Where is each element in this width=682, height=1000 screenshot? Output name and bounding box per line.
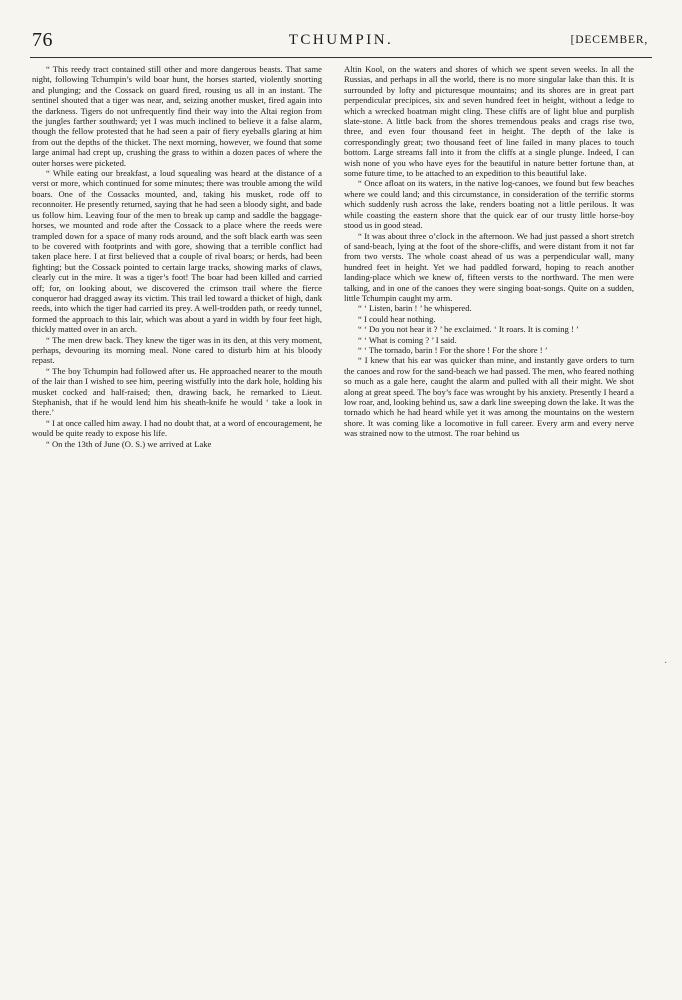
paragraph: “ Once afloat on its waters, in the native log-canoes, we found but few beaches where we could land; and this circumstance, in consideration of the terrific storms which suddenly rush across the lake, renders boating not a little perilous. It was while coasting the eastern shore that the quick ear of our trusty little horse-boy stood us in good stead. (344, 178, 634, 231)
paragraph: “ ‘ What is coming ? ’ I said. (358, 334, 457, 345)
paragraph: “ ‘ The tornado, barin ! For the shore ! For the shore ! ’ (358, 344, 548, 355)
paragraph: “ I could hear nothing. (358, 313, 436, 324)
paragraph-continued: Altin Kool, on the waters and shores of which we spent seven weeks. In all the Russias, and perhaps in all the world, there is no more singular lake than this. It is surrounded by lofty and picturesque mountains; and its shores are in great part perpendicular precipices, six and seven hundred feet in height, without a ledge to which a wrecked boatman might cling. These cliffs are of light blue and purplish slate-stone. A little back from the shores tremendous peaks and crags rise two, three, and even four thousand feet in height. The depth of the lake is correspondingly great; two thousand feet of line failed in many places to touch bottom. Large streams fall into it from the cliffs at a single plunge. Indeed, I can wish none of you who have eyes for the beautiful in nature better fortune than, at some future time, to be attached to an expedition to this beautiful lake. (344, 64, 634, 179)
margin-mark: · (664, 658, 668, 669)
paragraph: “ I at once called him away. I had no doubt that, at a word of encouragement, he would be quite ready to expose his life. (32, 417, 322, 439)
page-header (0, 0, 682, 60)
left-column (32, 64, 322, 994)
right-column (344, 64, 634, 994)
running-title: TCHUMPIN. (288, 32, 394, 48)
header-month: [DECEMBER, (570, 34, 648, 46)
paragraph: “ I knew that his ear was quicker than mine, and instantly gave orders to turn the canoes and row for the sand-beach we had passed. The men, who feared nothing so much as a gale here, caught the alarm and pulled with all their might. We shot along at great speed. The boy’s face was wrought by his anxiety. Presently I heard a low roar, and, looking behind us, saw a dark line sweeping down the lake. It was the tornado which he had heard while yet it was among the mountains on the western shore. It was coming like a locomotive in full career. Every arm and every nerve was strained now to the utmost. The roar behind us (344, 355, 634, 439)
paragraph: “ The boy Tchumpin had followed after us. He approached nearer to the mouth of the lair than I wished to see him, peering wistfully into the dark hole, holding his musket cocked and half-raised; then, drawing back, he remarked to Lieut. Stephanish, that if he would lend him his sheath-knife he would ‘ take a look in there.’ (32, 365, 322, 418)
paragraph: “ While eating our breakfast, a loud squealing was heard at the distance of a verst or more, which continued for some minutes; there was trouble among the wild boars. One of the Cossacks mounted, and, taking his musket, rode off to reconnoiter. He presently returned, saying that he had seen a bloody sight, and bade us follow him. Leaving four of the men to break up camp and saddle the baggage-horses, we mounted and rode after the Cossack to a place where the reeds were trampled down for a space of many rods around, and the soft black earth was seen to be covered with footprints and with gore, showing that a terrible conflict had taken place here. I at first believed that a couple of rival boars; or herds, had been fighting; but the Cossack pointed to certain large tracks, showing marks of claws, clearly cut in the mire. It was a tiger’s foot! The boar had been killed and carried off; for, on looking about, we discovered the crimson trail where the fierce conqueror had dragged away its victim. This trail led toward a thicket of high, dank reeds, into which the tiger had carried its prey. A well-trodden path, or reedy tunnel, formed the approach to this lair, which was about a yard in width by four feet high, thickly matted over in an arch. (32, 168, 322, 335)
paragraph: “ ‘ Listen, barin ! ’ he whispered. (358, 303, 472, 314)
paragraph: “ It was about three o’clock in the afternoon. We had just passed a short stretch of sand-beach, lying at the foot of the shore-cliffs, and were distant from it not far from two versts. The whole coast ahead of us was a perpendicular wall, many hundred feet in height. Yet we had paddled forward, hoping to reach another landing-place which we knew of, fifteen versts to the northward. The men were talking, and in one of the canoes they were singing boat-songs. Quite on a sudden, little Tchumpin caught my arm. (344, 230, 634, 303)
paragraph: “ On the 13th of June (O. S.) we arrived at Lake (46, 438, 212, 449)
paragraph: “ The men drew back. They knew the tiger was in its den, at this very moment, perhaps, devouring its morning meal. None cared to disturb him at his bloody repast. (32, 334, 322, 366)
paragraph: “ ‘ Do you not hear it ? ’ he exclaimed. ‘ It roars. It is coming ! ’ (358, 324, 579, 335)
header-rule (30, 57, 652, 58)
page-number: 76 (32, 29, 53, 51)
paragraph: “ This reedy tract contained still other and more dangerous beasts. That same night, following Tchumpin’s wild boar hunt, the horses started, violently snorting and plunging; and the Cossack on guard fired, rousing us all in an instant. The sentinel shouted that a tiger was near, and, seizing another musket, fired again into the darkness. Tigers do not unfrequently find their way into the Altai region from the jungles farther southward; yet I was much inclined to believe it a false alarm, though the fellow protested that he had seen a pair of fiery eyeballs glaring at him from out the depths of the thicket. The next morning, however, we found that some large animal had crept up, crushing the grass to within a dozen paces of where the outer horses were picketed. (32, 64, 322, 168)
